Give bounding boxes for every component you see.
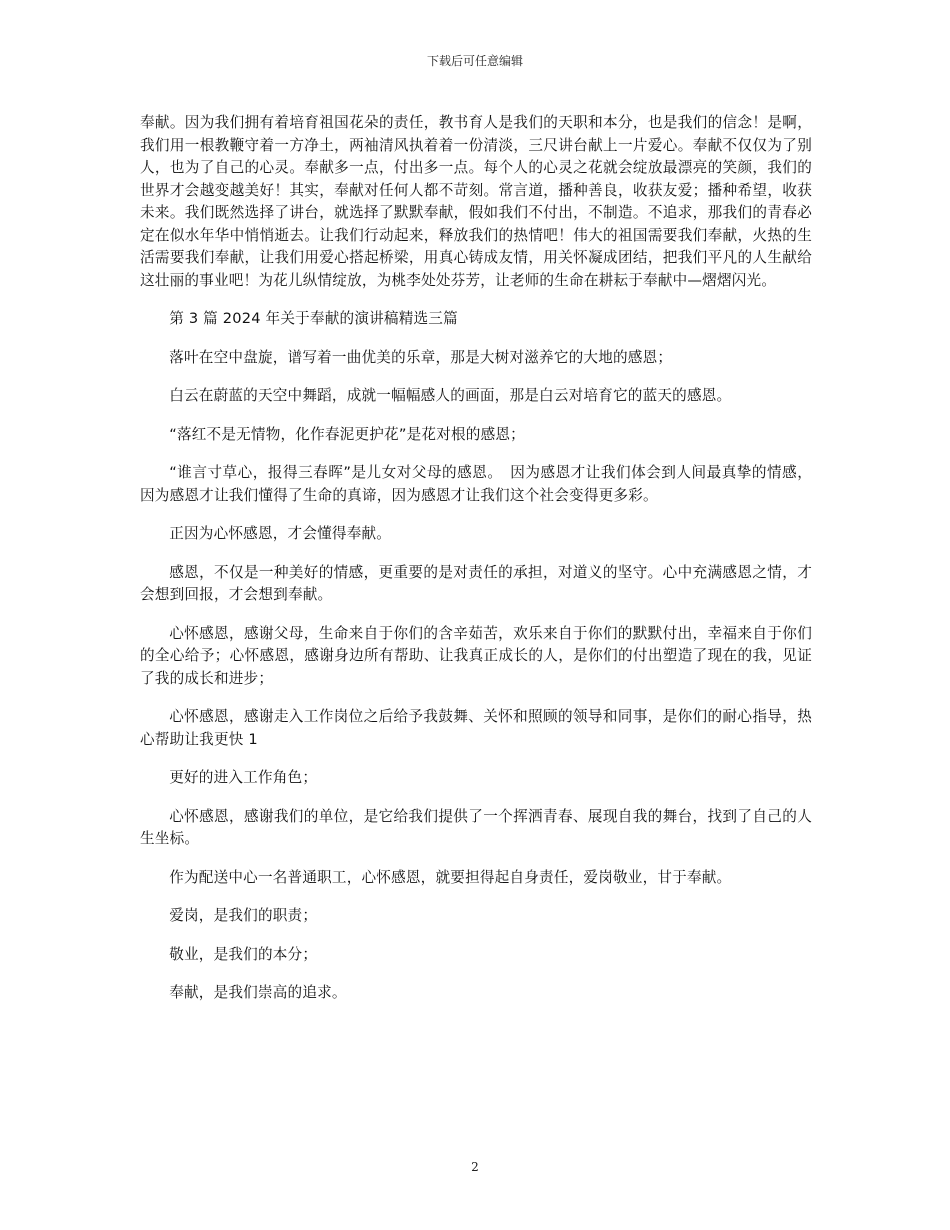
page-number: 2 bbox=[471, 1160, 479, 1174]
paragraph: 作为配送中心一名普通职工，心怀感恩，就要担得起自身责任，爱岗敬业，甘于奉献。 bbox=[169, 868, 732, 886]
paragraph: 心怀感恩，感谢我们的单位，是它给我们提供了一个挥洒青春、展现自我的舞台，找到了自己的人生坐标。 bbox=[140, 807, 812, 847]
paragraph: 正因为心怀感恩，才会懂得奉献。 bbox=[169, 525, 392, 542]
paragraph: 更好的进入工作角色； bbox=[169, 769, 318, 786]
section-heading: 第 3 篇 2024 年关于奉献的演讲稿精选三篇 bbox=[169, 310, 458, 327]
paragraph: 敬业，是我们的本分； bbox=[169, 945, 318, 963]
paragraph: “落红不是无情物，化作春泥更护花”是花对根的感恩； bbox=[169, 425, 525, 443]
document-body bbox=[140, 112, 812, 1021]
paragraph: 心怀感恩，感谢父母，生命来自于你们的含辛茹苦，欢乐来自于你们的默默付出，幸福来自于你们的全心给予；心怀感恩，感谢身边所有帮助、让我真正成长的人，是你们的付出塑造了现在的我，见证了我的成长和进步； bbox=[140, 624, 812, 687]
page-header: 下载后可任意编辑 bbox=[426, 54, 523, 68]
paragraph: 心怀感恩，感谢走入工作岗位之后给予我鼓舞、关怀和照顾的领导和同事，是你们的耐心指导，热心帮助让我更快 1 bbox=[140, 708, 812, 748]
paragraph: “谁言寸草心，报得三春晖”是儿女对父母的感恩。 因为感恩才让我们体会到人间最真挚的情感，因为感恩才让我们懂得了生命的真谛，因为感恩才让我们这个社会变得更多彩。 bbox=[140, 464, 812, 504]
paragraph: 爱岗，是我们的职责； bbox=[169, 907, 318, 924]
paragraph: 白云在蔚蓝的天空中舞蹈，成就一幅幅感人的画面，那是白云对培育它的蓝天的感恩。 bbox=[169, 387, 732, 404]
paragraph-continuation: 奉献。因为我们拥有着培育祖国花朵的责任，教书育人是我们的天职和本分，也是我们的信念！是啊，我们用一根教鞭守着一方净土，两袖清风执着着一份清淡，三尺讲台献上一片爱心。奉献不仅仅为了别人，也为了自己的心灵。奉献多一点，付出多一点。每个人的心灵之花就会绽放最漂亮的笑颜，我们的世界才会越变越美好！其实，奉献对任何人都不苛刻。常言道，播种善良，收获友爱；播种希望，收获未来。我们既然选择了讲台，就选择了默默奉献，假如我们不付出，不制造。不追求，那我们的青春必定在似水年华中悄悄逝去。让我们行动起来，释放我们的热情吧！伟大的祖国需要我们奉献，火热的生活需要我们奉献，让我们用爱心搭起桥梁，用真心铸成友情，用关怀凝成团结，把我们平凡的人生献给这壮丽的事业吧！为花儿纵情绽放，为桃李处处芬芳，让老师的生命在耕耘于奉献中—熠熠闪光。 bbox=[140, 114, 812, 289]
paragraph: 奉献，是我们崇高的追求。 bbox=[169, 984, 347, 1001]
paragraph: 感恩，不仅是一种美好的情感，更重要的是对责任的承担，对道义的坚守。心中充满感恩之情，才会想到回报，才会想到奉献。 bbox=[140, 563, 812, 603]
paragraph: 落叶在空中盘旋，谱写着一曲优美的乐章，那是大树对滋养它的大地的感恩； bbox=[169, 348, 673, 366]
